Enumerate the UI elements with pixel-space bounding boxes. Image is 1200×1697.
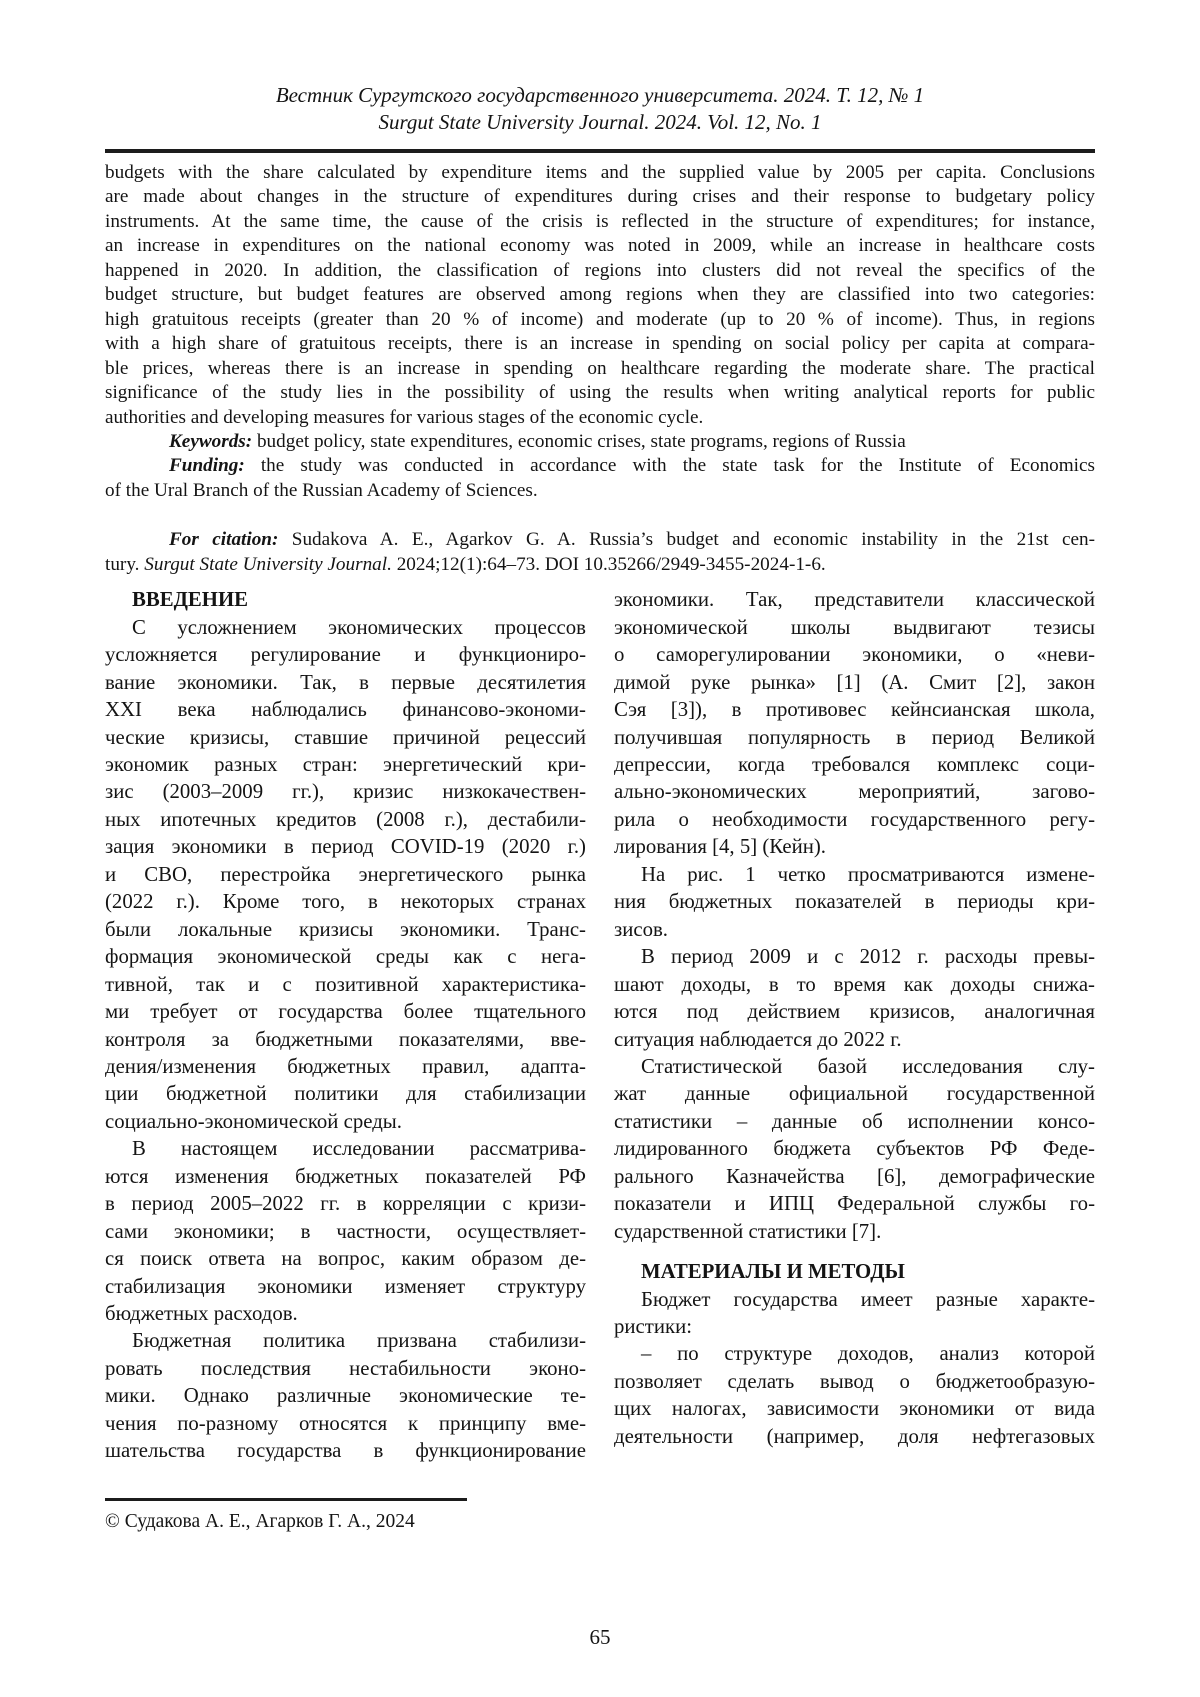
funding-label: Funding: [169,455,245,477]
body-line: зация экономики в период COVID-19 (2020 г.) [105,835,586,859]
page-content [105,0,1095,1697]
body-line: рила о необходимости государственного регу- [614,807,1095,831]
body-line: ми требует от государства более тщательного [105,1000,586,1024]
body-line: контроля за бюджетными показателями, вве- [105,1027,586,1051]
body-line: чения по-разному относятся к принципу вме- [105,1411,586,1435]
two-column-body [105,586,1095,1465]
keywords-label: Keywords: [169,430,253,452]
funding-line-1 [105,454,1095,478]
body-line: С усложнением экономических процессов [132,615,586,639]
copyright-line: © Судакова А. Е., Агарков Г. А., 2024 [105,1511,415,1532]
section-heading: МАТЕРИАЛЫ И МЕТОДЫ [641,1260,905,1284]
body-line: (2022 г.). Кроме того, в некоторых странах [105,890,586,914]
body-line: экономики. Так, представители классической [614,588,1095,612]
footnote-rule [105,1498,467,1501]
right-column [614,586,1095,1465]
body-line: получившая популярность в период Великой [614,725,1095,749]
abstract-line: an increase in expenditures on the national economy was noted in 2009, while an increase in healthcare costs [105,235,1095,257]
body-line: На рис. 1 четко просматриваются измене- [641,862,1095,886]
body-line: щих налогах, зависимости экономики от вида [614,1397,1095,1421]
abstract-line: authorities and developing measures for various stages of the economic cycle. [105,406,704,428]
citation-text: Sudakova A. E., Agarkov G. A. Russia’s budget and economic instability in the 21st cen- [278,529,1095,551]
spacer [105,503,1095,528]
body-line: о саморегулировании экономики, о «неви- [614,643,1095,667]
body-line: были локальные кризисы экономики. Транс- [105,917,586,941]
body-line: социально-экономической среды. [105,1109,402,1133]
citation-line-2 [105,553,1095,577]
abstract-line: ble prices, whereas there is an increase in spending on healthcare regarding the moderate share. The practical [105,357,1095,379]
body-line: ально-экономических мероприятий, загово- [614,780,1095,804]
body-line: жат данные официальной государственной [614,1082,1095,1106]
funding-text: the study was conducted in accordance with the state task for the Institute of Economics [244,455,1095,477]
funding-line-2: of the Ural Branch of the Russian Academy of Sciences. [105,479,538,501]
body-line: зисов. [614,917,668,941]
body-line: экономической школы выдвигают тезисы [614,615,1095,639]
body-line: Сэя [3]), в противовес кейнсианская школа, [614,698,1095,722]
body-line: в период 2005–2022 гг. в корреляции с кризи- [105,1192,586,1216]
body-line: деятельности (например, доля нефтегазовых [614,1424,1095,1448]
abstract-line: budget structure, but budget features are observed among regions when they are classified into two categories: [105,284,1095,306]
body-line: депрессии, когда требовался комплекс соци- [614,752,1095,776]
body-line: ния бюджетных показателей в периоды кри- [614,890,1095,914]
body-line: ситуация наблюдается до 2022 г. [614,1027,902,1051]
body-line: и СВО, перестройка энергетического рынка [105,862,586,886]
citation-journal-name: Surgut State University Journal. [144,553,392,575]
body-line: Статистической базой исследования слу- [641,1054,1095,1078]
body-line: лидированного бюджета субъектов РФ Феде- [614,1137,1095,1161]
journal-title-ru: Вестник Сургутского государственного университета. 2024. Т. 12, № 1 [275,83,925,107]
body-line: шательства государства в функционирование [105,1439,586,1463]
body-line: ристики: [614,1315,692,1339]
body-line: вание экономики. Так, в первые десятилетия [105,670,586,694]
body-line: Бюджет государства имеет разные характе- [641,1287,1095,1311]
body-line: ции бюджетной политики для стабилизации [105,1082,586,1106]
body-line: рального Казначейства [6], демографические [614,1164,1095,1188]
body-line: тивной, так и с позитивной характеристика- [105,972,586,996]
body-line: лирования [4, 5] (Кейн). [614,835,826,859]
body-line: XXI века наблюдались финансово-экономи- [105,698,586,722]
body-line: ровать последствия нестабильности эконо- [105,1356,586,1380]
keywords-text: budget policy, state expenditures, economic crises, state programs, regions of Russia [252,430,906,452]
front-matter [105,161,1095,577]
abstract-line: happened in 2020. In addition, the classification of regions into clusters did not reveal the specifics of the [105,259,1095,281]
header-rule [105,149,1095,153]
body-line: сударственной статистики [7]. [614,1219,882,1243]
body-line: ются под действием кризисов, аналогичная [614,1000,1095,1024]
citation-label: For citation: [169,529,279,551]
body-line: статистики – данные об исполнении консо- [614,1109,1095,1133]
body-line: бюджетных расходов. [105,1302,298,1326]
page-number: 65 [589,1625,611,1649]
body-line: В настоящем исследовании рассматрива- [132,1137,586,1161]
body-line: дения/изменения бюджетных правил, адапта- [105,1054,586,1078]
citation-text-prefix: tury. [105,553,145,575]
citation-text-rest: 2024;12(1):64–73. DOI 10.35266/2949-3455-2024-1-6. [391,553,826,575]
section-heading: ВВЕДЕНИЕ [132,588,249,612]
abstract-line: significance of the study lies in the possibility of using the results when writing analytical reports for public [105,382,1095,404]
body-line: формация экономической среды как с нега- [105,945,586,969]
abstract-line: high gratuitous receipts (greater than 20 % of income) and moderate (up to 20 % of income). Thus, in regions [105,308,1095,330]
body-line: мики. Однако различные экономические те- [105,1384,586,1408]
body-line: ных ипотечных кредитов (2008 г.), дестабили- [105,807,586,831]
page-footer [105,1498,1095,1534]
body-line: экономик разных стран: энергетический кри- [105,752,586,776]
body-line: шают доходы, в то время как доходы снижа- [614,972,1095,996]
abstract-line: with a high share of gratuitous receipts, there is an increase in spending on social policy per capita at compara- [105,333,1095,355]
body-line: позволяет сделать вывод о бюджетообразую- [614,1369,1095,1393]
keywords-line [105,430,1095,454]
abstract-text [105,161,1095,430]
abstract-line: instruments. At the same time, the cause of the crisis is reflected in the structure of expenditures; for instance, [105,210,1095,232]
body-line: димой руке рынка» [1] (А. Смит [2], закон [614,670,1095,694]
body-line: – по структуре доходов, анализ которой [641,1342,1095,1366]
body-line: ся поиск ответа на вопрос, каким образом де- [105,1247,586,1271]
body-line: зис (2003–2009 гг.), кризис низкокачествен- [105,780,586,804]
citation-line-1 [105,528,1095,552]
body-line: В период 2009 и с 2012 г. расходы превы- [641,945,1095,969]
body-line: показатели и ИПЦ Федеральной службы го- [614,1192,1095,1216]
body-line: Бюджетная политика призвана стабилизи- [132,1329,586,1353]
body-line: усложняется регулирование и функциониро- [105,643,586,667]
abstract-line: are made about changes in the structure of expenditures during crises and their response to budgetary policy [105,186,1095,208]
abstract-line: budgets with the share calculated by expenditure items and the supplied value by 2005 per capita. Conclusions [105,162,1095,183]
left-column [105,586,586,1465]
body-line: ются изменения бюджетных показателей РФ [105,1164,586,1188]
body-line: сами экономики; в частности, осуществляет- [105,1219,586,1243]
body-line: стабилизация экономики изменяет структуру [105,1274,586,1298]
running-head [105,0,1095,153]
body-line: ческие кризисы, ставшие причиной рецессий [105,725,586,749]
journal-title-en: Surgut State University Journal. 2024. Vol. 12, No. 1 [378,110,822,134]
